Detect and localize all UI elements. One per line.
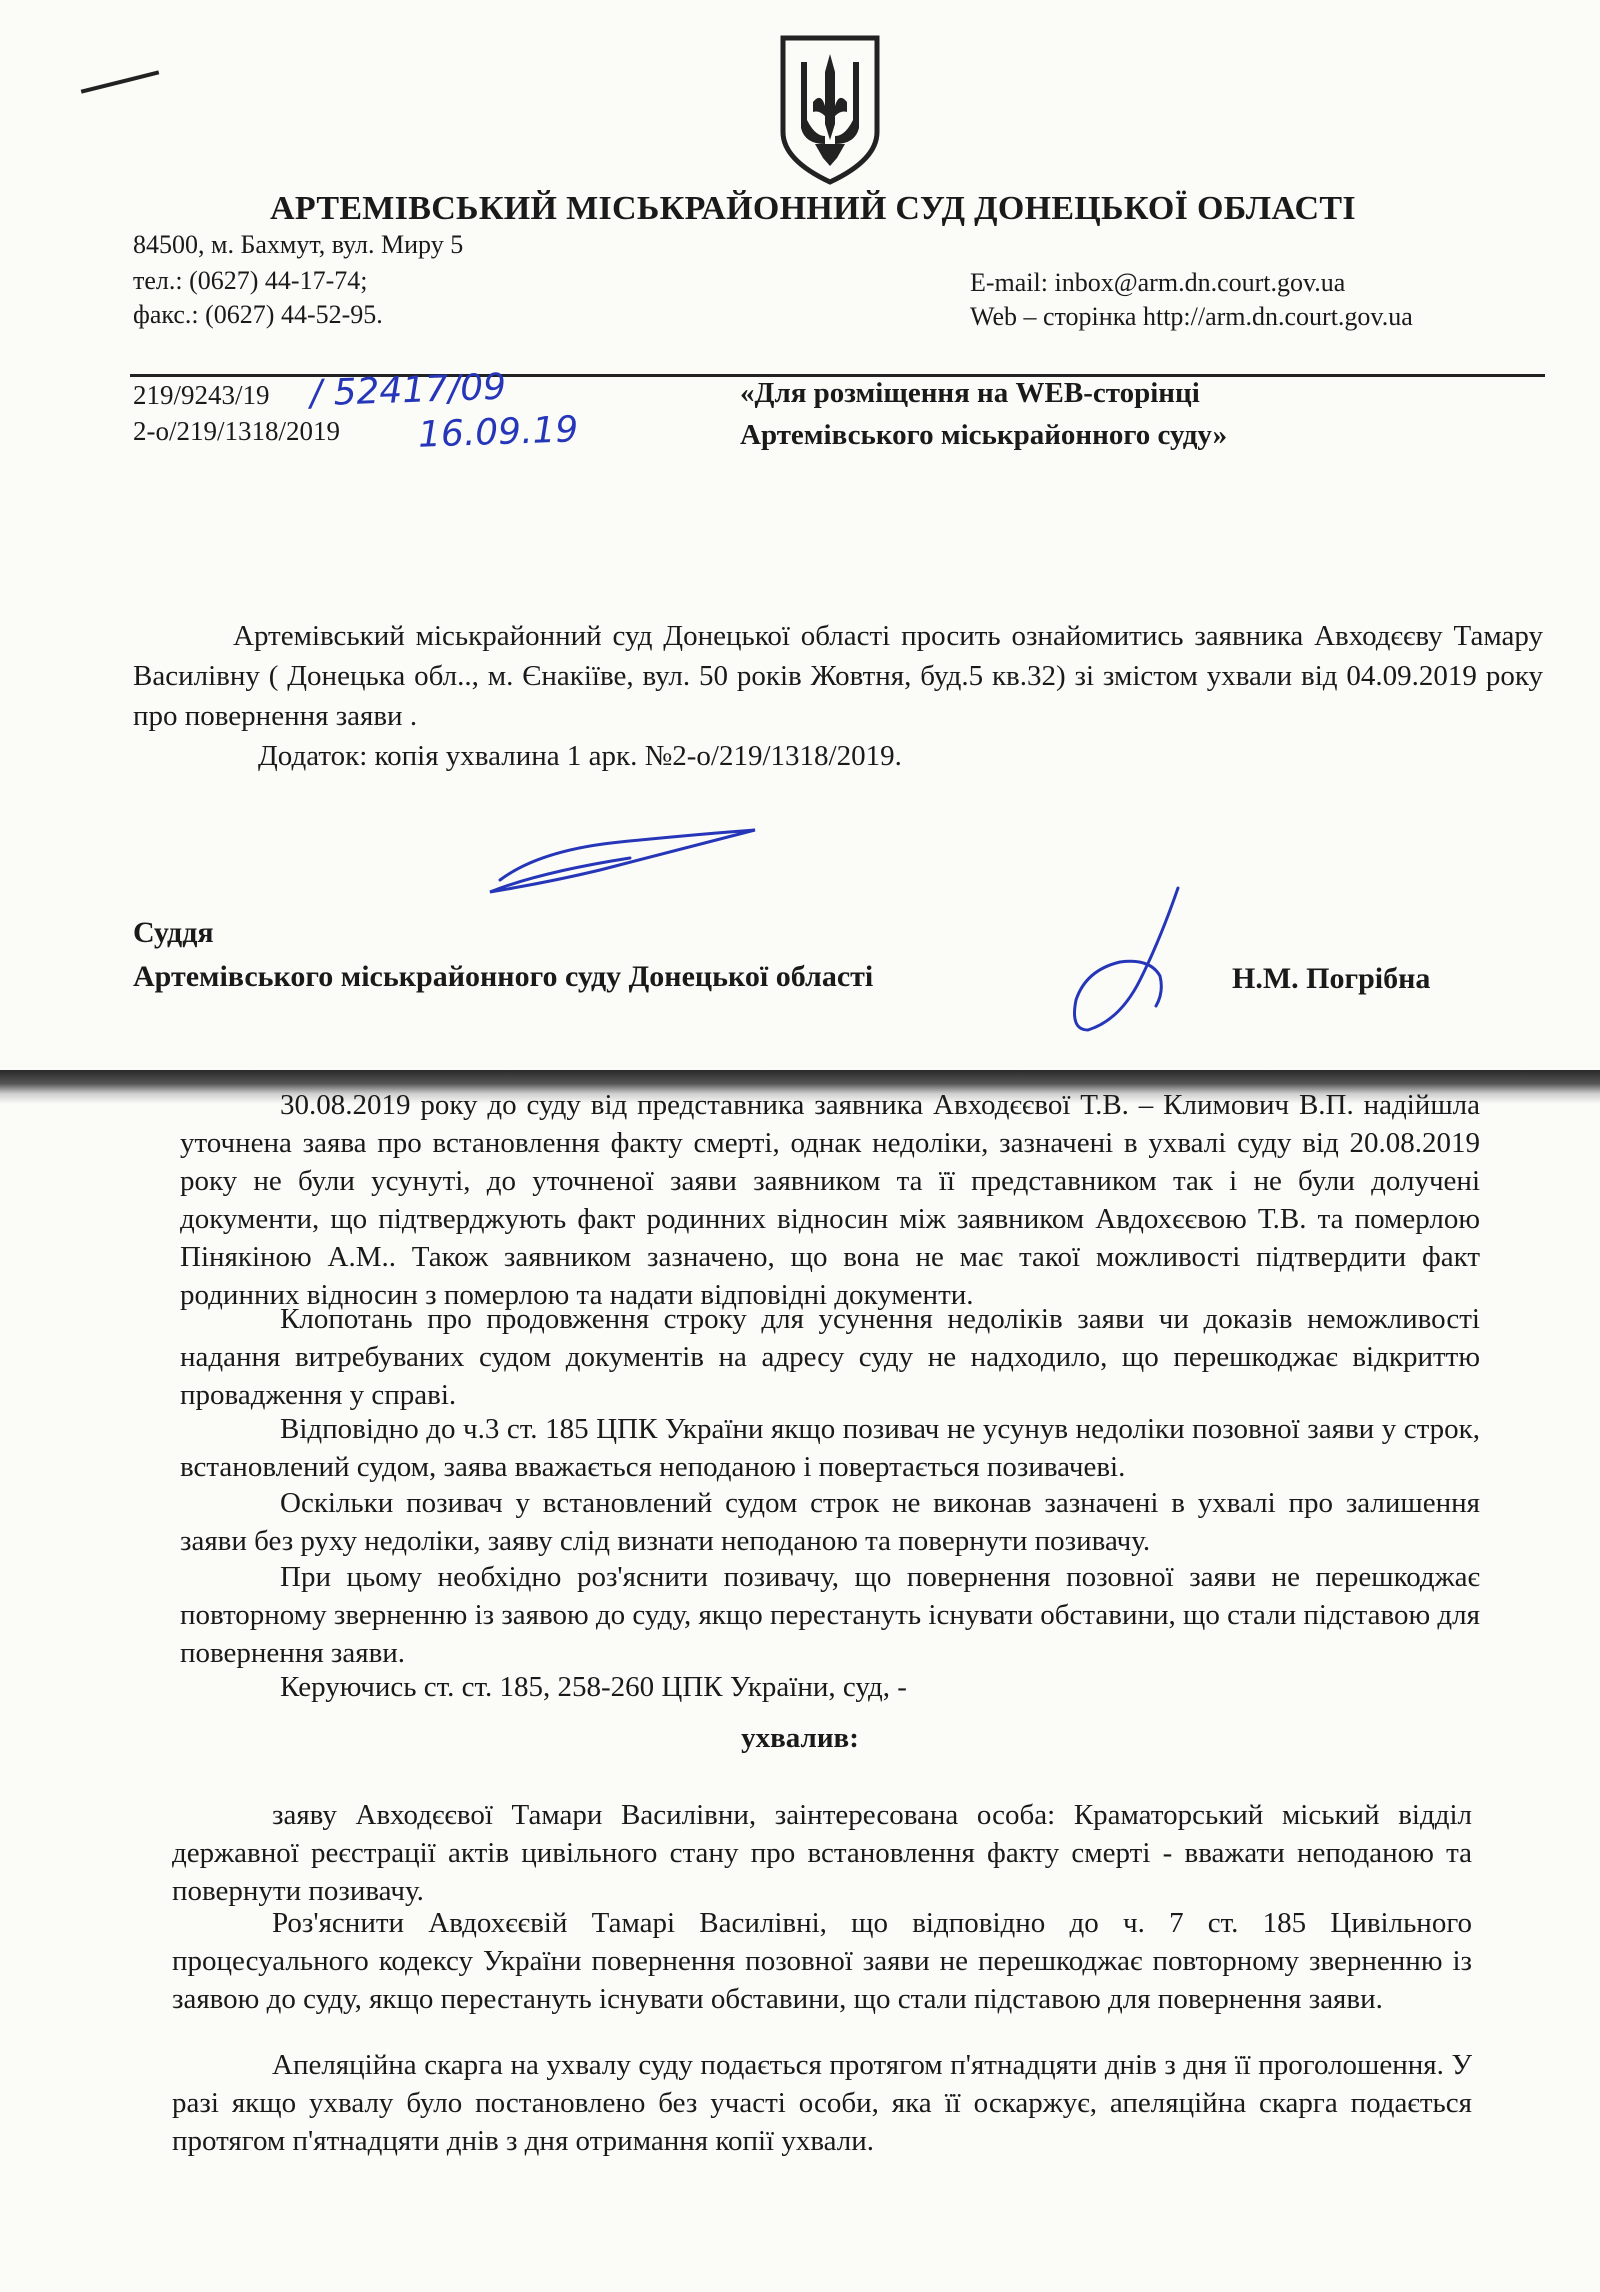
ruling-paragraph-5: При цьому необхідно роз'яснити позивачу, що повернення позовної заяви не перешкоджає повторному зверненню із заявою до суду, якщо перестануть існувати обставини, що стали підставою для повернення заяви. (180, 1561, 1480, 1669)
court-phone: тел.: (0627) 44-17-74; (133, 266, 368, 295)
scan-mark (81, 70, 160, 93)
web-note-line-1: «Для розміщення на WEB-сторінці (740, 377, 1200, 409)
ruling-decided-heading: ухвалив: (741, 1722, 859, 1754)
attachment-line: Додаток: копія ухвалина 1 арк. №2-о/219/1318/2019. (258, 740, 902, 772)
ruling-paragraph-4: Оскільки позивач у встановлений судом строк не виконав зазначені в ухвалі про залишення заяви без руху недоліки, заяву слід визнати неподаною та повернути позивачу. (180, 1487, 1480, 1557)
reference-number-2: 2-о/219/1318/2019 (133, 416, 340, 446)
handwritten-registration-number: / 52417/09 (309, 366, 507, 415)
court-email: E-mail: inbox@arm.dn.court.gov.ua (970, 268, 1346, 297)
ruling-paragraph-9: Апеляційна скарга на ухвалу суду подається протягом п'ятнадцяти днів з дня її проголошення. У разі якщо ухвалу було постановлено без участі особи, яка її оскаржує, апеляційна скарга подається протягом п'ятнадцяти днів з дня отримання копії ухвали. (172, 2049, 1472, 2157)
ruling-paragraph-3: Відповідно до ч.3 ст. 185 ЦПК України якщо позивач не усунув недоліки позовної заяви у строк, встановлений судом, заява вважається неподаною і повертається позивачеві. (180, 1413, 1480, 1483)
notice-paragraph: Артемівський міськрайонний суд Донецької області просить ознайомитись заявника Авходєєву Тамару Василівну ( Донецька обл.., м. Єнакіїве, вул. 50 років Жовтня, буд.5 кв.32) зі змістом ухвали від 04.09.2019 року про повернення заяви . (133, 620, 1543, 732)
reference-number-1: 219/9243/19 (133, 380, 270, 410)
handwritten-date: 16.09.19 (417, 409, 579, 456)
judge-name: Н.М. Погрібна (1232, 962, 1431, 995)
judge-title: Суддя (133, 916, 214, 949)
ruling-paragraph-6: Керуючись ст. ст. 185, 258-260 ЦПК України, суд, - (280, 1671, 907, 1703)
judge-court: Артемівського міськрайонного суду Донецької області (133, 960, 874, 993)
court-web: Web – сторінка http://arm.dn.court.gov.ua (970, 302, 1413, 331)
ruling-paragraph-2: Клопотань про продовження строку для усунення недоліків заяви чи доказів неможливості надання витребуваних судом документів на адресу суду не надходило, що перешкоджає відкриттю провадження у справі. (180, 1303, 1480, 1411)
web-note-line-2: Артемівського міськрайонного суду» (740, 419, 1228, 451)
ruling-paragraph-1: 30.08.2019 року до суду від представника заявника Авходєєвої Т.В. – Климович В.П. надійшла уточнена заява про встановлення факту смерті, однак недоліки, зазначені в ухвалі суду від 20.08.2019 року не були усунуті, до уточненої заяви заявником та її представником так і не були долучені документи, що підтверджують факт родинних відносин між заявником Авдохєєвою Т.В. та померлою Пінякіною А.М.. Також заявником зазначено, що вона не має такої можливості підтвердити факт родинних відносин з померлою та надати відповідні документи. (180, 1089, 1480, 1311)
ruling-paragraph-8: Роз'яснити Авдохєєвій Тамарі Василівні, що відповідно до ч. 7 ст. 185 Цивільного процесуального кодексу України повернення позовної заяви не перешкоджає повторному зверненню із заявою до суду, якщо перестануть існувати обставини, що стали підставою для повернення заяви. (172, 1907, 1472, 2015)
web-publication-note (740, 372, 1227, 456)
ruling-paragraph-7: заяву Авходєєвої Тамари Василівни, заінтересована особа: Краматорський міський відділ державної реєстрації актів цивільного стану про встановлення факту смерті - вважати неподаною та повернути позивачу. (172, 1799, 1472, 1907)
court-address: 84500, м. Бахмут, вул. Миру 5 (133, 230, 464, 259)
judge-signature (1060, 880, 1210, 1040)
court-fax: факс.: (0627) 44-52-95. (133, 300, 383, 329)
coat-of-arms-icon (775, 32, 885, 187)
pen-stroke-mark (480, 820, 770, 900)
court-name: АРТЕМІВСЬКИЙ МІСЬКРАЙОННИЙ СУД ДОНЕЦЬКОЇ ОБЛАСТІ (270, 190, 1356, 227)
